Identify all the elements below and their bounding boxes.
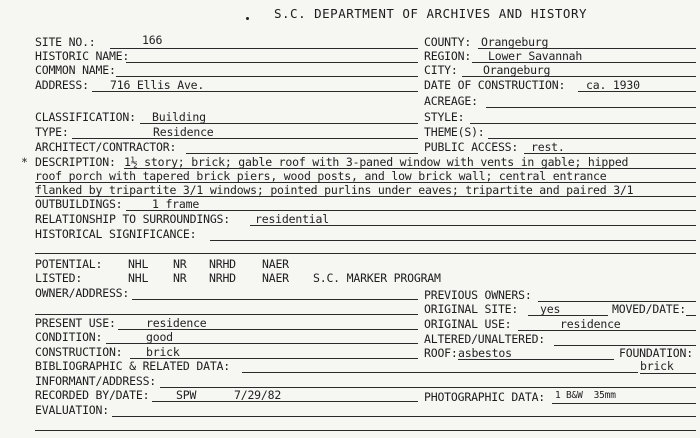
- value-recorded-date: 7/29/82: [234, 388, 282, 402]
- potential-option-nr: NR: [173, 257, 187, 271]
- label-common-name: COMMON NAME:: [35, 63, 116, 77]
- field-line: [35, 196, 696, 197]
- field-line: [210, 240, 696, 241]
- description-line-3: flanked by tripartite 3/1 windows; pointed purlins under eaves; tripartite and paired 3/1: [35, 183, 634, 197]
- value-present-use: residence: [146, 316, 207, 330]
- label-relationship: RELATIONSHIP TO SURROUNDINGS:: [35, 212, 230, 226]
- description-line-2: roof porch with tapered brick piers, wood posts, and low brick wall; central entrance: [35, 169, 607, 183]
- label-themes: THEME(S):: [424, 125, 485, 139]
- label-foundation: FOUNDATION:: [619, 346, 693, 360]
- field-line: [488, 138, 696, 139]
- label-historical-significance: HISTORICAL SIGNIFICANCE:: [35, 227, 197, 241]
- label-historic-name: HISTORIC NAME:: [35, 49, 130, 63]
- label-original-use: ORIGINAL USE:: [424, 317, 512, 331]
- field-line: [110, 48, 418, 49]
- field-line: [126, 62, 418, 63]
- field-line: [112, 416, 696, 417]
- value-outbuildings: 1 frame: [152, 197, 200, 211]
- field-line: [462, 76, 696, 77]
- field-line: [72, 138, 418, 139]
- value-foundation: brick: [640, 359, 674, 373]
- label-type: TYPE:: [35, 125, 69, 139]
- label-date-of-construction: DATE OF CONSTRUCTION:: [424, 78, 566, 92]
- field-line: [35, 253, 696, 254]
- field-line: [524, 153, 696, 154]
- label-potential: POTENTIAL:: [35, 257, 103, 271]
- label-owner-address: OWNER/ADDRESS:: [35, 286, 130, 300]
- value-original-use: residence: [560, 317, 621, 331]
- potential-option-nrhd: NRHD: [209, 257, 236, 271]
- value-roof: asbestos: [458, 346, 512, 360]
- field-line: [116, 76, 418, 77]
- field-line: [140, 123, 418, 124]
- label-acreage: ACREAGE:: [424, 94, 478, 108]
- value-original-site: yes: [540, 302, 561, 316]
- listed-option-nhl: NHL: [128, 271, 149, 285]
- field-line: [106, 343, 418, 344]
- label-address: ADDRESS:: [35, 78, 89, 92]
- label-informant: INFORMANT/ADDRESS:: [35, 374, 157, 388]
- listed-option-naer: NAER: [262, 271, 289, 285]
- label-original-site: ORIGINAL SITE:: [424, 302, 519, 316]
- description-line-1: 1½ story; brick; gable roof with 3-paned window with vents in gable; hipped: [124, 155, 629, 169]
- field-line: [640, 373, 696, 374]
- listed-option-nr: NR: [173, 271, 187, 285]
- label-style: STYLE:: [424, 110, 465, 124]
- value-classification: Building: [152, 110, 206, 124]
- label-construction: CONSTRUCTION:: [35, 345, 123, 359]
- label-outbuildings: OUTBUILDINGS:: [35, 197, 123, 211]
- label-recorded-by: RECORDED BY/DATE:: [35, 388, 150, 402]
- label-classification: CLASSIFICATION:: [35, 110, 136, 124]
- label-previous-owners: PREVIOUS OWNERS:: [424, 288, 532, 302]
- value-site-no: 166: [142, 33, 163, 47]
- label-public-access: PUBLIC ACCESS:: [424, 140, 519, 154]
- field-line: [250, 225, 696, 226]
- value-county: Orangeburg: [481, 35, 549, 49]
- field-line: [686, 315, 696, 316]
- value-condition: good: [146, 330, 173, 344]
- value-recorded-by: SPW: [176, 388, 197, 402]
- value-type: Residence: [153, 125, 214, 139]
- label-present-use: PRESENT USE:: [35, 316, 116, 330]
- label-city: CITY:: [424, 63, 458, 77]
- label-architect: ARCHITECT/CONTRACTOR:: [35, 140, 177, 154]
- label-description: DESCRIPTION:: [35, 155, 116, 169]
- label-site-no: SITE NO.:: [35, 35, 96, 49]
- value-city: Orangeburg: [483, 63, 551, 77]
- field-line: [458, 359, 614, 360]
- label-region: REGION:: [424, 49, 472, 63]
- field-line: [35, 314, 418, 315]
- field-line: [92, 91, 418, 92]
- label-altered: ALTERED/UNALTERED:: [424, 332, 546, 346]
- value-public-access: rest.: [531, 140, 565, 154]
- scan-speck: [246, 17, 249, 20]
- label-moved-date: MOVED/DATE:: [612, 302, 686, 316]
- field-line: [186, 153, 418, 154]
- listed-option-marker-program: S.C. MARKER PROGRAM: [313, 271, 441, 285]
- label-roof: ROOF:: [424, 346, 458, 360]
- value-address: 716 Ellis Ave.: [110, 78, 205, 92]
- field-line: [518, 330, 696, 331]
- field-line: [35, 430, 696, 431]
- field-line: [152, 401, 418, 402]
- listed-option-nrhd: NRHD: [209, 271, 236, 285]
- asterisk-mark: *: [21, 155, 28, 169]
- value-photographic-data: 1 B&W 35mm: [555, 390, 616, 401]
- value-date-of-construction: ca. 1930: [586, 78, 640, 92]
- field-line: [132, 299, 418, 300]
- label-listed: LISTED:: [35, 271, 83, 285]
- field-line: [470, 123, 696, 124]
- value-construction: brick: [146, 345, 180, 359]
- value-relationship: residential: [255, 212, 329, 226]
- value-region: Lower Savannah: [488, 49, 583, 63]
- field-line: [486, 107, 696, 108]
- field-line: [552, 403, 696, 404]
- label-evaluation: EVALUATION:: [35, 403, 109, 417]
- field-line: [126, 210, 696, 211]
- label-photographic-data: PHOTOGRAPHIC DATA:: [424, 390, 546, 404]
- label-bibliographic: BIBLIOGRAPHIC & RELATED DATA:: [35, 359, 230, 373]
- field-line: [242, 372, 638, 373]
- label-county: COUNTY:: [424, 35, 472, 49]
- form-title: S.C. DEPARTMENT OF ARCHIVES AND HISTORY: [274, 6, 587, 21]
- field-line: [578, 91, 696, 92]
- potential-option-naer: NAER: [262, 257, 289, 271]
- field-line: [528, 315, 608, 316]
- potential-option-nhl: NHL: [128, 257, 149, 271]
- label-condition: CONDITION:: [35, 330, 103, 344]
